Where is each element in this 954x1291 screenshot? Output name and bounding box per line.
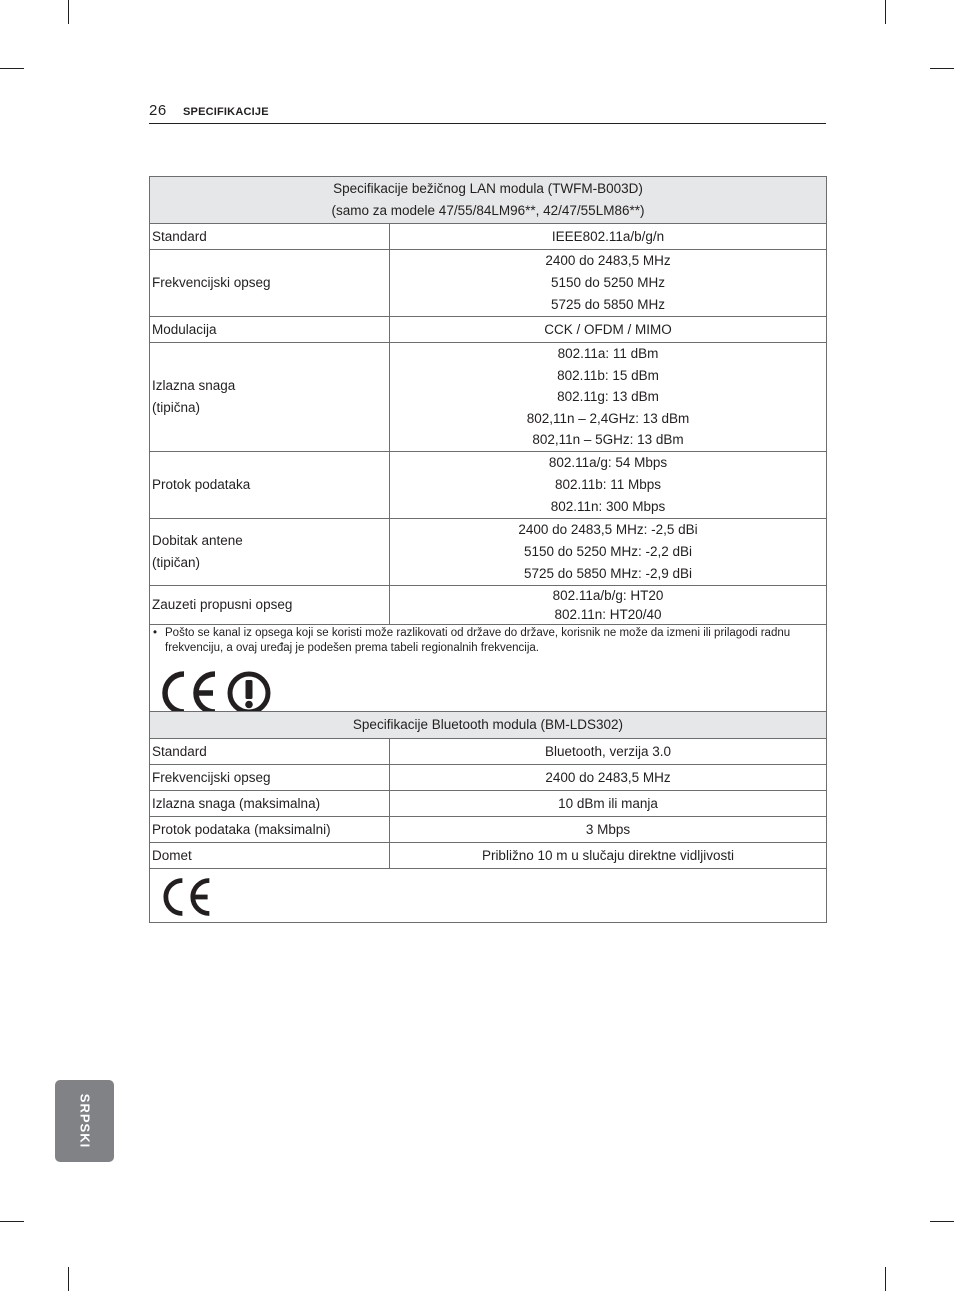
wlan-table-title: Specifikacije bežičnog LAN modula (TWFM-B003D) — [333, 181, 643, 196]
table-row — [150, 518, 827, 585]
crop-mark — [930, 68, 954, 69]
crop-mark — [930, 1221, 954, 1222]
row-value: 10 dBm ili manja — [390, 791, 827, 817]
table-row — [150, 250, 827, 317]
wlan-table-header — [150, 177, 827, 224]
bt-table-header — [150, 712, 827, 739]
row-value: 3 Mbps — [390, 817, 827, 843]
row-label: Frekvencijski opseg — [150, 250, 390, 317]
row-label: Frekvencijski opseg — [150, 765, 390, 791]
alert-sign-icon — [226, 670, 272, 716]
table-row — [150, 451, 827, 518]
certification-marks — [150, 869, 826, 922]
crop-mark — [885, 1267, 886, 1291]
ce-mark-icon — [154, 670, 220, 716]
crop-mark — [0, 68, 24, 69]
row-value: 802.11a/g: 54 Mbps 802.11b: 11 Mbps 802.11n: 300 Mbps — [390, 451, 827, 518]
table-row — [150, 224, 827, 250]
row-label: Domet — [150, 843, 390, 869]
crop-mark — [68, 1267, 69, 1291]
row-label: Standard — [150, 739, 390, 765]
row-value: Bluetooth, verzija 3.0 — [390, 739, 827, 765]
row-label: Izlazna snaga (maksimalna) — [150, 791, 390, 817]
note-text: Pošto se kanal iz opsega koji se koristi može razlikovati od države do države, korisnik ne može da izmeni ili prilagodi radnu frekvenciju, a ovaj uređaj je podešen prema tabeli regionalnih frekvencija. — [165, 626, 791, 654]
row-value: 802.11a/b/g: HT20 802.11n: HT20/40 — [390, 585, 827, 624]
row-label: Dobitak antene (tipičan) — [150, 518, 390, 585]
crop-mark — [68, 0, 69, 24]
bluetooth-spec-table — [149, 711, 827, 923]
wlan-spec-table — [149, 176, 827, 720]
note-bullet: • — [153, 626, 158, 639]
table-row — [150, 585, 827, 624]
row-value: IEEE802.11a/b/g/n — [390, 224, 827, 250]
row-label: Zauzeti propusni opseg — [150, 585, 390, 624]
row-label: Standard — [150, 224, 390, 250]
row-label: Izlazna snaga (tipična) — [150, 343, 390, 452]
row-value: 2400 do 2483,5 MHz — [390, 765, 827, 791]
page-header — [149, 102, 826, 124]
table-row — [150, 817, 827, 843]
crop-mark — [885, 0, 886, 24]
section-title: SPECIFIKACIJE — [183, 106, 269, 118]
table-row — [150, 791, 827, 817]
certification-marks — [150, 656, 826, 719]
table-row — [150, 317, 827, 343]
page-number: 26 — [149, 102, 167, 119]
row-value: Približno 10 m u slučaju direktne vidljivosti — [390, 843, 827, 869]
table-row — [150, 843, 827, 869]
language-tab — [55, 1080, 114, 1162]
note-row — [150, 624, 827, 719]
row-value: 2400 do 2483,5 MHz 5150 do 5250 MHz 5725 do 5850 MHz — [390, 250, 827, 317]
table-row — [150, 765, 827, 791]
wlan-note — [150, 625, 826, 656]
row-value: 802.11a: 11 dBm 802.11b: 15 dBm 802.11g: 13 dBm 802,11n – 2,4GHz: 13 dBm 802,11n – 5GHz: 13 dBm — [390, 343, 827, 452]
wlan-table-subtitle: (samo za modele 47/55/84LM96**, 42/47/55LM86**) — [331, 203, 645, 218]
table-row — [150, 343, 827, 452]
bt-table-title: Specifikacije Bluetooth modula (BM-LDS302) — [352, 717, 624, 732]
row-label: Protok podataka — [150, 451, 390, 518]
language-tab-label: SRPSKI — [77, 1093, 92, 1149]
logo-row — [150, 869, 827, 923]
row-value: CCK / OFDM / MIMO — [390, 317, 827, 343]
table-row — [150, 739, 827, 765]
ce-mark-icon — [154, 877, 216, 917]
crop-mark — [0, 1221, 24, 1222]
row-label: Protok podataka (maksimalni) — [150, 817, 390, 843]
row-label: Modulacija — [150, 317, 390, 343]
row-value: 2400 do 2483,5 MHz: -2,5 dBi 5150 do 5250 MHz: -2,2 dBi 5725 do 5850 MHz: -2,9 dBi — [390, 518, 827, 585]
